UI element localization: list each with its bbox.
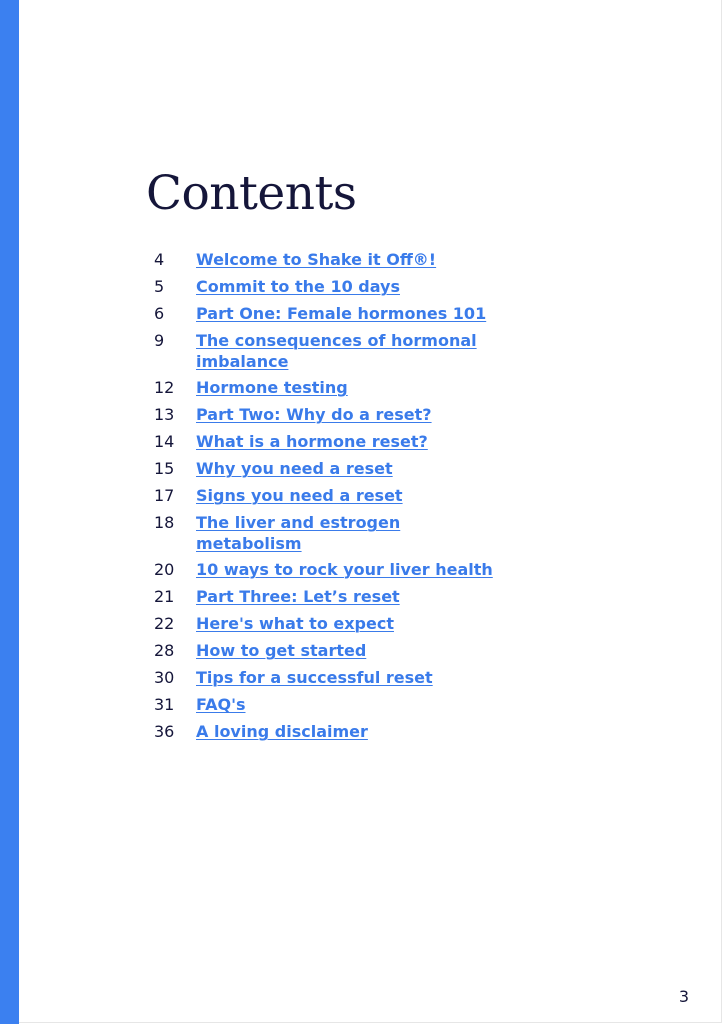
toc-page-number: 36 xyxy=(154,722,175,741)
toc-entry xyxy=(154,694,574,716)
toc-link[interactable]: A loving disclaimer xyxy=(196,722,368,741)
toc-link[interactable]: Hormone testing xyxy=(196,378,348,397)
toc-page-number: 12 xyxy=(154,378,175,397)
toc-link[interactable]: Commit to the 10 days xyxy=(196,277,400,296)
toc-page-number: 31 xyxy=(154,695,175,714)
toc-entry xyxy=(154,249,574,271)
toc-link[interactable]: What is a hormone reset? xyxy=(196,432,428,451)
toc-page-number: 18 xyxy=(154,513,175,532)
toc-page-number: 15 xyxy=(154,459,175,478)
toc-page-number: 14 xyxy=(154,432,175,451)
toc-entry xyxy=(154,667,574,689)
toc-entry xyxy=(154,640,574,662)
toc-link[interactable]: FAQ's xyxy=(196,695,246,714)
toc-link[interactable]: Part One: Female hormones 101 xyxy=(196,304,487,323)
toc-page-number: 21 xyxy=(154,587,175,606)
toc-link[interactable]: Why you need a reset xyxy=(196,459,393,478)
toc-page-number: 28 xyxy=(154,641,175,660)
toc-page-number: 6 xyxy=(154,304,165,323)
toc-entry xyxy=(154,485,574,507)
toc-link[interactable]: Tips for a successful reset xyxy=(196,668,433,687)
toc-entry xyxy=(154,404,574,426)
toc-page-number: 9 xyxy=(154,331,165,350)
toc-link[interactable]: Here's what to expect xyxy=(196,614,394,633)
toc-entry xyxy=(154,512,574,554)
accent-bar xyxy=(0,0,19,1024)
page-title: Contents xyxy=(146,166,357,221)
toc-entry xyxy=(154,559,574,581)
page-number: 3 xyxy=(678,987,689,1006)
toc-page-number: 22 xyxy=(154,614,175,633)
toc-page-number: 4 xyxy=(154,250,165,269)
toc-entry xyxy=(154,458,574,480)
toc-entry xyxy=(154,276,574,298)
toc-page-number: 30 xyxy=(154,668,175,687)
toc-page-number: 20 xyxy=(154,560,175,579)
toc-page-number: 13 xyxy=(154,405,175,424)
toc-entry xyxy=(154,613,574,635)
toc-entry xyxy=(154,721,574,743)
toc-page-number: 5 xyxy=(154,277,165,296)
table-of-contents xyxy=(154,249,574,748)
toc-link[interactable]: 10 ways to rock your liver health xyxy=(196,560,493,579)
toc-link[interactable]: Welcome to Shake it Off®! xyxy=(196,250,437,269)
toc-entry xyxy=(154,431,574,453)
toc-entry xyxy=(154,303,574,325)
toc-link[interactable]: Part Two: Why do a reset? xyxy=(196,405,432,424)
toc-link[interactable]: The liver and estrogen metabolism xyxy=(196,513,401,553)
toc-page-number: 17 xyxy=(154,486,175,505)
toc-link[interactable]: How to get started xyxy=(196,641,367,660)
toc-entry xyxy=(154,377,574,399)
toc-link[interactable]: Signs you need a reset xyxy=(196,486,403,505)
toc-link[interactable]: The consequences of hormonal imbalance xyxy=(196,331,477,371)
toc-entry xyxy=(154,586,574,608)
toc-entry xyxy=(154,330,574,372)
toc-link[interactable]: Part Three: Let’s reset xyxy=(196,587,400,606)
